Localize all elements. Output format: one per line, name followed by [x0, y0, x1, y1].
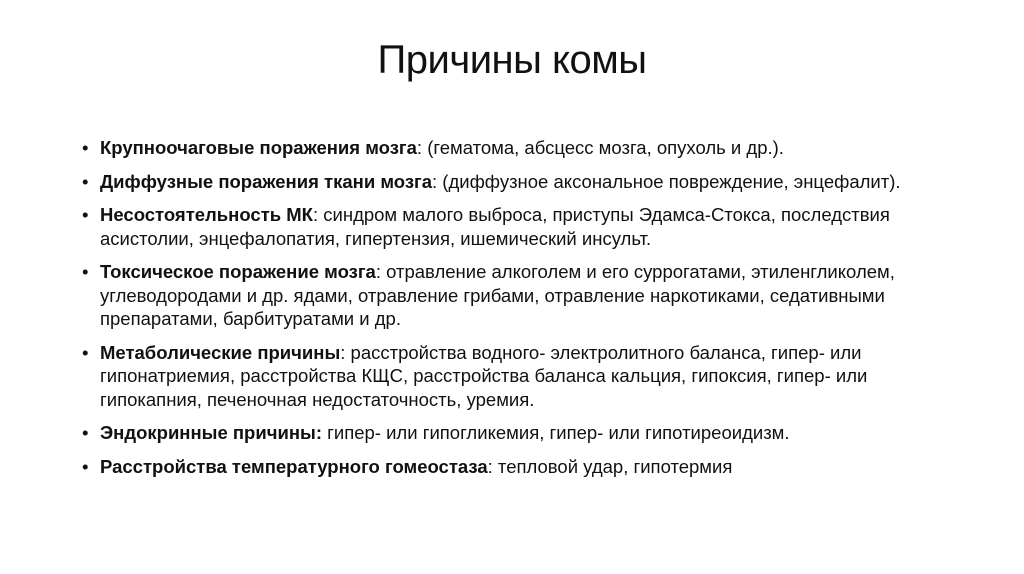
list-item [80, 341, 960, 412]
bullet-dot-icon: • [82, 341, 89, 363]
bullet-dot-icon: • [82, 261, 89, 282]
bullet-dot-icon: • [82, 422, 89, 443]
item-text: : (диффузное аксональное повреждение, энцефалит). [432, 170, 901, 192]
bullet-dot-icon: • [82, 137, 89, 158]
item-text: : (гематома, абсцесс мозга, опухоль и др.). [416, 137, 784, 158]
item-text: : отравление алкоголем и его суррогатами, этиленгликолем, углеводородами и др. ядами, отравление грибами, отравление наркотиками, седативными препаратами, барбитуратами и др. [100, 261, 895, 329]
item-text: : тепловой удар, гипотермия [487, 455, 733, 477]
item-term: Метаболические причины [100, 341, 341, 363]
list-item [80, 421, 960, 445]
bullet-dot-icon: • [82, 455, 89, 477]
bullet-dot-icon: • [82, 170, 89, 192]
item-text: : синдром малого выброса, приступы Эдамса-Стокса, последствия асистолии, энцефалопатия, гипертензия, ишемический инсульт. [100, 204, 890, 249]
list-item [80, 170, 960, 194]
item-term: Токсическое поражение мозга [100, 261, 376, 282]
slide-title: Причины комы [377, 38, 647, 82]
bullet-list [80, 136, 960, 488]
item-term: Эндокринные причины: [100, 422, 322, 443]
item-text: : расстройства водного- электролитного баланса, гипер- или гипонатриемия, расстройства КЩС, расстройства баланса кальция, гипоксия, гипер- или гипокапния, печеночная недостаточность, уремия. [100, 341, 868, 410]
bullet-dot-icon: • [82, 204, 89, 225]
item-term: Диффузные поражения ткани мозга [100, 170, 433, 192]
item-term: Несостоятельность МК [100, 204, 313, 225]
list-item [80, 136, 960, 160]
list-item [80, 455, 960, 479]
item-term: Расстройства температурного гомеостаза [100, 455, 488, 477]
list-item [80, 203, 960, 250]
item-term: Крупноочаговые поражения мозга [100, 137, 417, 158]
item-text: гипер- или гипогликемия, гипер- или гипотиреоидизм. [321, 422, 790, 443]
list-item [80, 260, 960, 331]
